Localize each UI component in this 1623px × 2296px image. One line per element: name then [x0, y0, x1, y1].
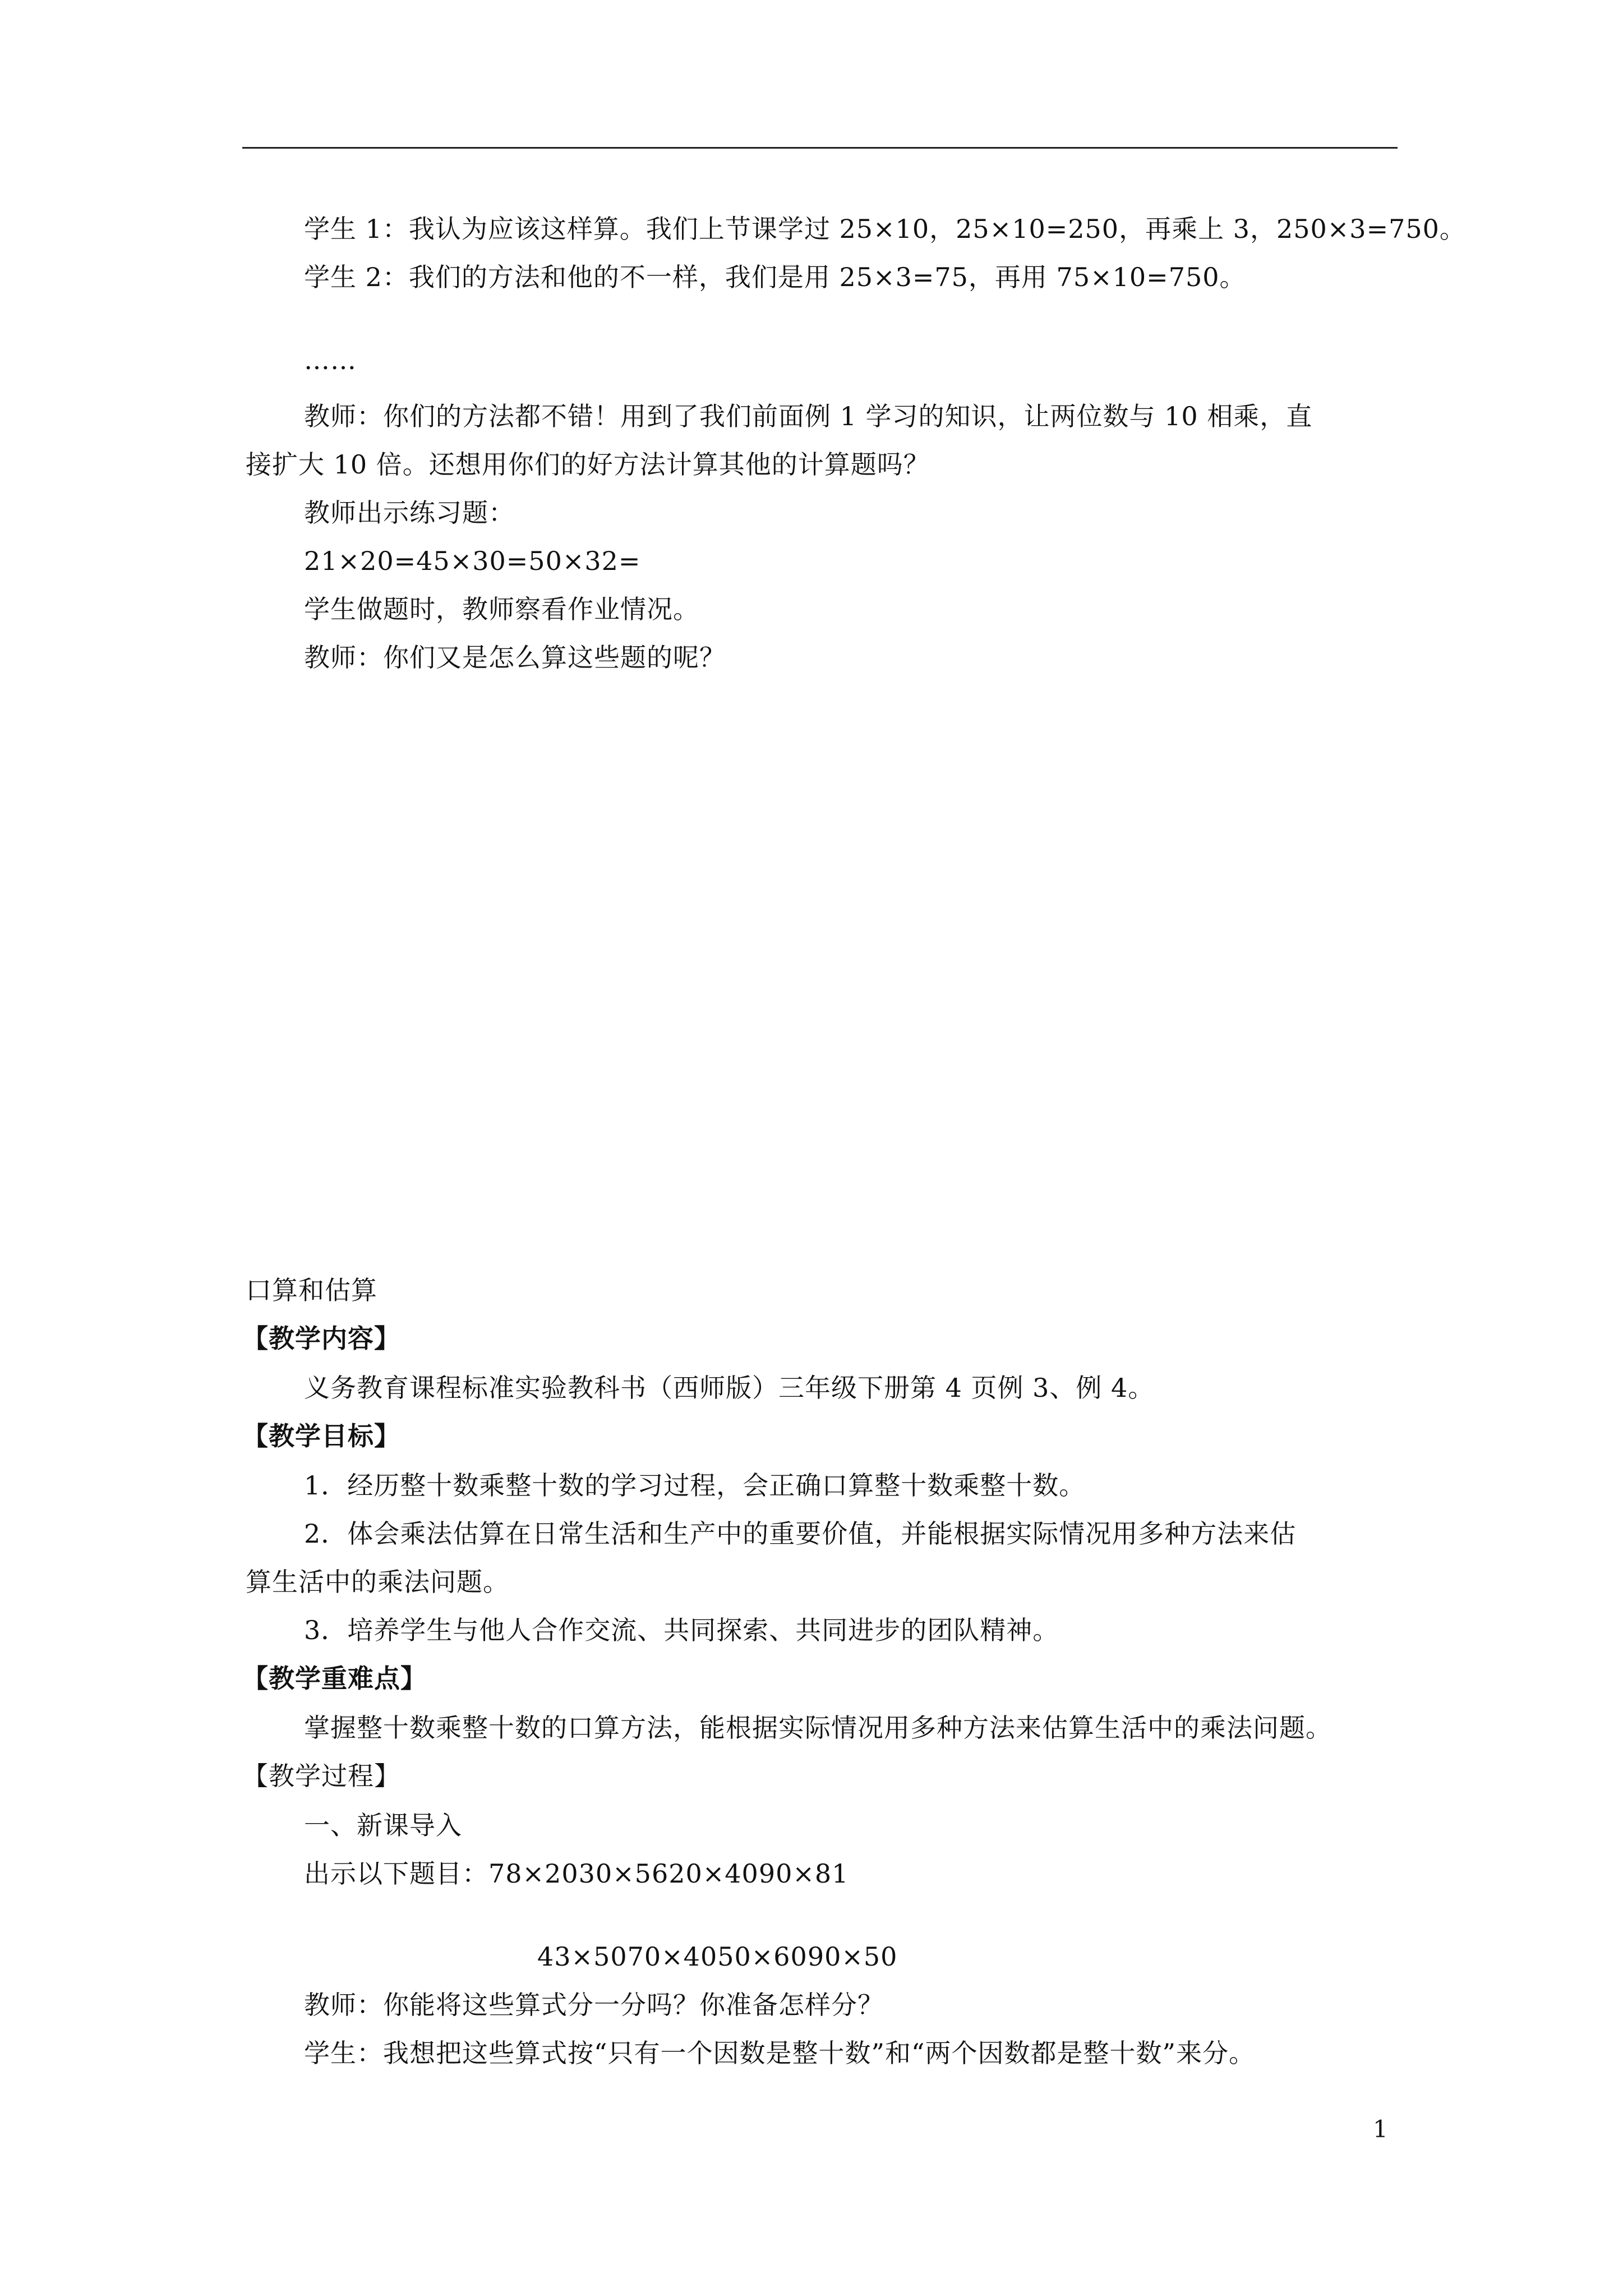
keypoints-text: 掌握整十数乘整十数的口算方法，能根据实际情况用多种方法来估算生活中的乘法问题。 [304, 1713, 1332, 1743]
process-heading: 【教学过程】 [242, 1761, 400, 1791]
header-rule [242, 147, 1398, 149]
problems-row-1: 出示以下题目：78×2030×5620×4090×81 [304, 1858, 849, 1889]
students-working-line: 学生做题时，教师察看作业情况。 [304, 594, 699, 624]
page-number: 1 [1373, 2115, 1388, 2143]
student2-line: 学生 2：我们的方法和他的不一样，我们是用 25×3=75，再用 75×10=750。 [304, 262, 1246, 292]
student1-line: 学生 1：我认为应该这样算。我们上节课学过 25×10，25×10=250，再乘上 3，250×3=750。 [304, 214, 1466, 244]
content-heading: 【教学内容】 [242, 1323, 400, 1354]
keypoints-heading: 【教学重难点】 [242, 1663, 427, 1694]
teacher-remark-line1: 教师：你们的方法都不错！用到了我们前面例 1 学习的知识，让两位数与 10 相乘，直 [304, 401, 1313, 431]
teacher-question-line: 教师：你们又是怎么算这些题的呢？ [304, 642, 726, 673]
teacher-shows-exercise: 教师出示练习题： [304, 498, 515, 528]
ellipsis-line: …… [304, 345, 357, 375]
goal-2-line1: 2．体会乘法估算在日常生活和生产中的重要价值，并能根据实际情况用多种方法来估 [304, 1519, 1297, 1549]
teacher-question-sort: 教师：你能将这些算式分一分吗？你准备怎样分？ [304, 1990, 884, 2020]
problems-row-2: 43×5070×4050×6090×50 [537, 1941, 898, 1972]
teacher-remark-line2: 接扩大 10 倍。还想用你们的好方法计算其他的计算题吗？ [246, 449, 930, 480]
exercise-line: 21×20=45×30=50×32= [304, 546, 641, 576]
student-answer-sort: 学生：我想把这些算式按“只有一个因数是整十数”和“两个因数都是整十数”来分。 [304, 2038, 1256, 2068]
section-1-heading: 一、新课导入 [304, 1810, 462, 1841]
content-text: 义务教育课程标准实验教科书（西师版）三年级下册第 4 页例 3、例 4。 [304, 1373, 1155, 1403]
goals-heading: 【教学目标】 [242, 1421, 400, 1451]
goal-1: 1．经历整十数乘整十数的学习过程，会正确口算整十数乘整十数。 [304, 1470, 1086, 1501]
lesson-title: 口算和估算 [246, 1275, 377, 1305]
goal-2-line2: 算生活中的乘法问题。 [246, 1567, 509, 1597]
goal-3: 3．培养学生与他人合作交流、共同探索、共同进步的团队精神。 [304, 1615, 1059, 1645]
